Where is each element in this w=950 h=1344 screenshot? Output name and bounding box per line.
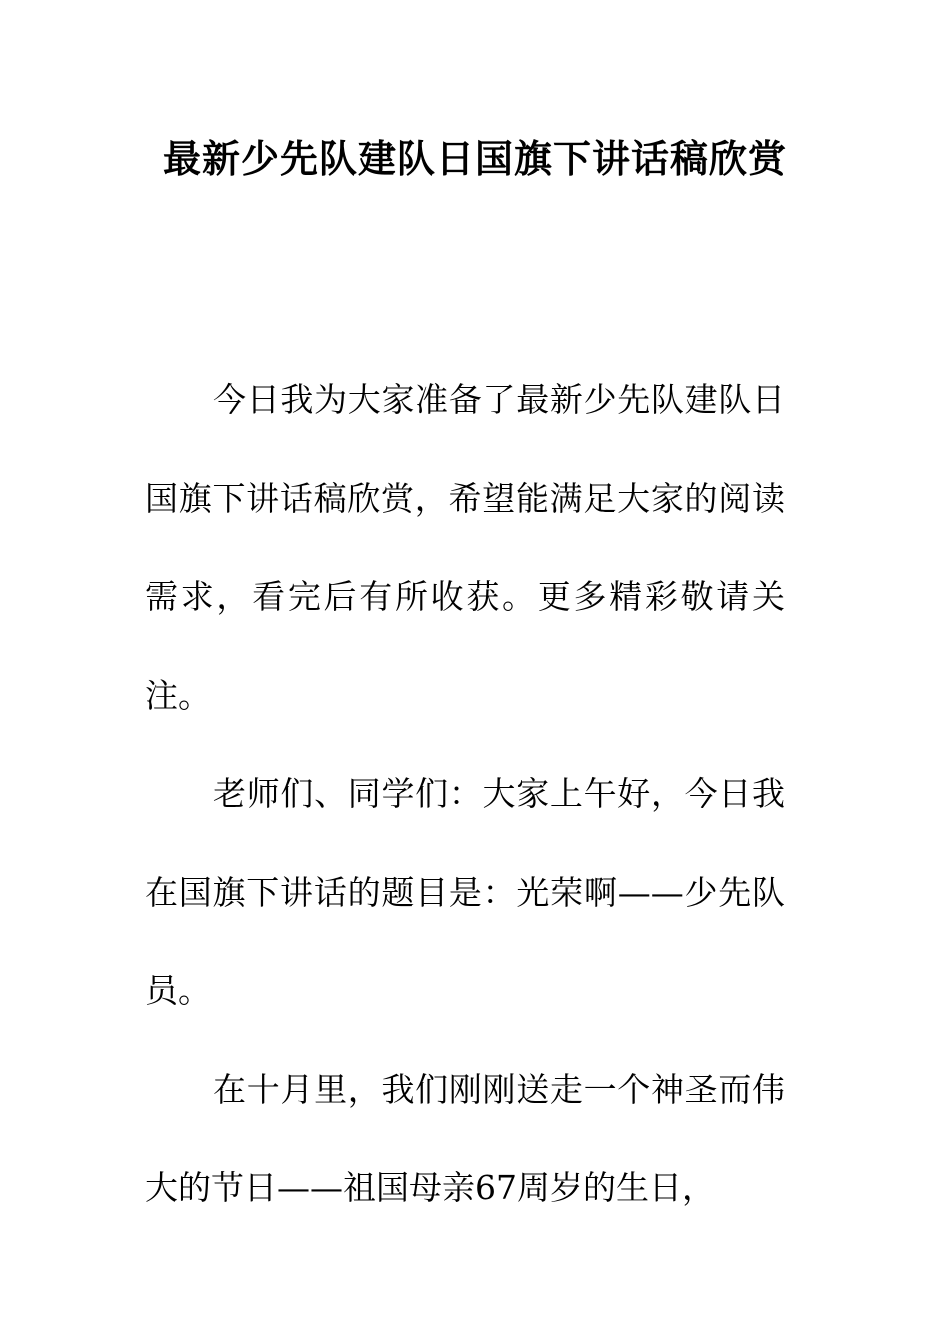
paragraph-greeting: 老师们、同学们：大家上午好，今日我在国旗下讲话的题目是：光荣啊——少先队员。 (145, 774, 785, 1010)
page-title: 最新少先队建队日国旗下讲话稿欣赏 (162, 137, 787, 181)
paragraph-october: 在十月里，我们刚刚送走一个神圣而伟大的节日——祖国母亲67周岁的生日， (145, 1069, 785, 1207)
document-body (145, 351, 785, 1238)
paragraph-intro: 今日我为大家准备了最新少先队建队日国旗下讲话稿欣赏，希望能满足大家的阅读需求，看完后有所收获。更多精彩敬请关注。 (145, 380, 785, 715)
